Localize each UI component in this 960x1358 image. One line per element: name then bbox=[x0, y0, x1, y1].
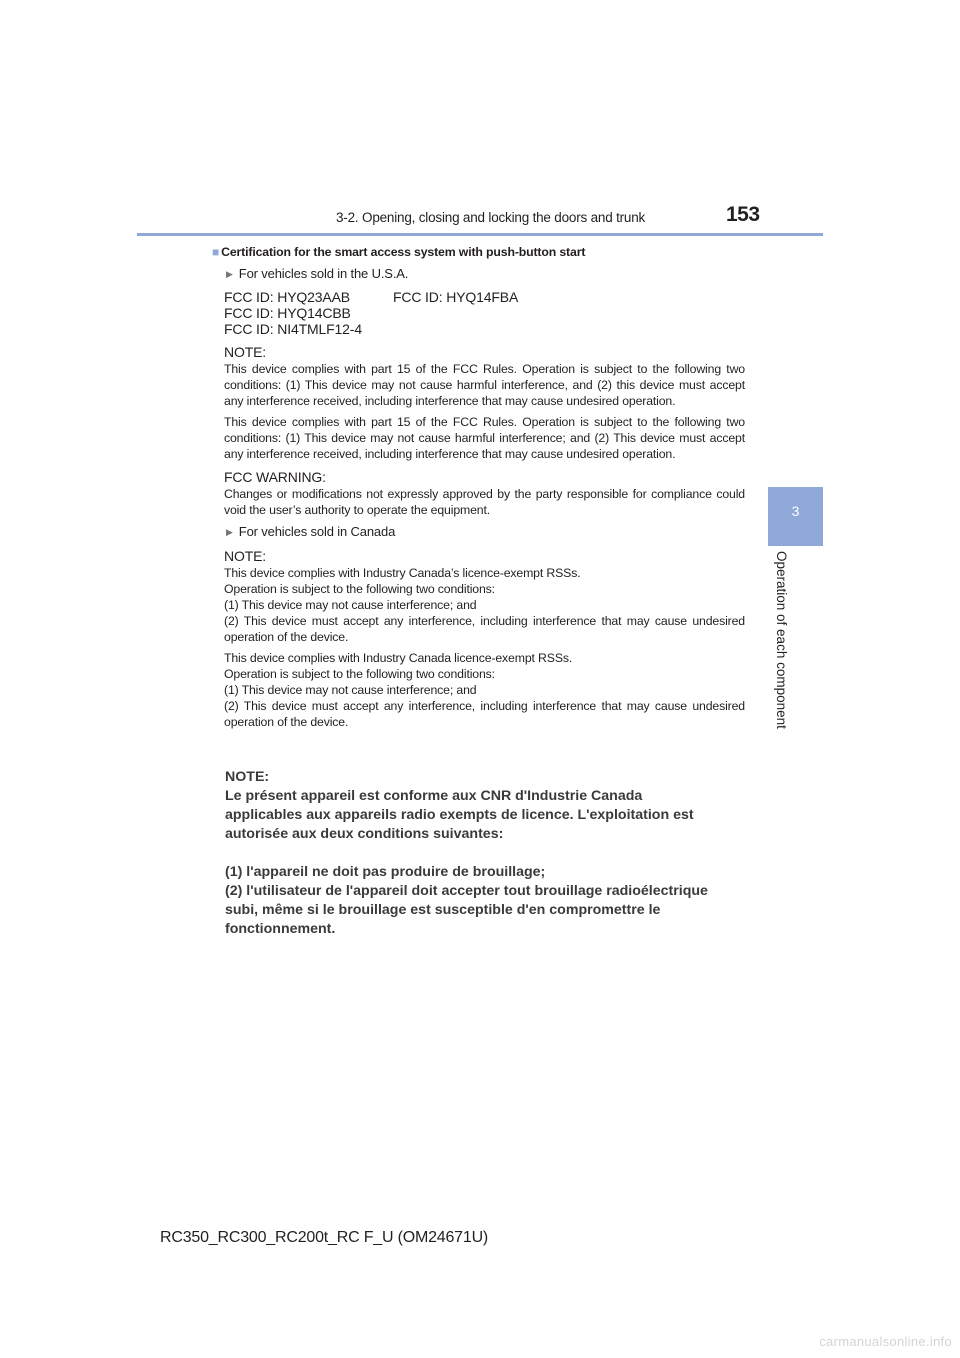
canada-note-line: (1) This device may not cause interference; and bbox=[224, 598, 477, 612]
usa-note-title: NOTE: bbox=[224, 344, 267, 360]
fcc-id-row bbox=[224, 289, 745, 305]
manual-code: RC350_RC300_RC200t_RC F_U (OM24671U) bbox=[160, 1229, 489, 1246]
french-note-line: applicables aux appareils radio exempts de licence. L'exploitation est bbox=[225, 807, 694, 823]
canada-note-line: (1) This device may not cause interference; and bbox=[224, 683, 477, 697]
section-heading-text: Certification for the smart access system with push-button start bbox=[221, 245, 586, 259]
section-header-title: 3-2. Opening, closing and locking the doors and trunk bbox=[336, 210, 646, 225]
french-note-spacer bbox=[225, 844, 745, 863]
french-note-line: autorisée aux deux conditions suivantes: bbox=[225, 826, 504, 842]
main-content bbox=[212, 244, 745, 730]
fcc-warning-title: FCC WARNING: bbox=[224, 469, 326, 485]
fcc-id-row bbox=[224, 305, 745, 321]
canada-subheading bbox=[226, 524, 745, 541]
canada-note-line: This device complies with Industry Canada’s licence-exempt RSSs. bbox=[224, 566, 581, 580]
watermark: carmanualsonline.info bbox=[819, 1334, 952, 1349]
canada-note-line: Operation is subject to the following two conditions: bbox=[224, 582, 495, 596]
french-note-line: (1) l'appareil ne doit pas produire de brouillage; bbox=[225, 864, 546, 880]
chapter-title-wrap bbox=[772, 551, 790, 747]
fcc-id: FCC ID: HYQ14FBA bbox=[393, 289, 519, 305]
page-number: 153 bbox=[726, 203, 760, 226]
chapter-title: Operation of each component bbox=[774, 551, 789, 729]
french-note-line: fonctionnement. bbox=[225, 921, 336, 937]
fcc-id: FCC ID: HYQ14CBB bbox=[224, 305, 351, 321]
usa-note-paragraph: This device complies with part 15 of the FCC Rules. Operation is subject to the following two conditions: (1) This device may not cause harmful interference, and (2) this device must accept any interference received, including interference that may cause undesired operation. bbox=[224, 362, 745, 408]
fcc-id-row bbox=[224, 321, 745, 337]
french-note-title: NOTE: bbox=[225, 769, 270, 785]
french-note-line: Le présent appareil est conforme aux CNR d'Industrie Canada bbox=[225, 788, 643, 804]
fcc-id-list bbox=[224, 289, 745, 337]
canada-note-line: This device complies with Industry Canada licence-exempt RSSs. bbox=[224, 651, 573, 665]
fcc-id: FCC ID: NI4TMLF12-4 bbox=[224, 321, 362, 337]
section-heading bbox=[212, 244, 745, 260]
french-note bbox=[225, 768, 745, 939]
french-note-line: subi, même si le brouillage est susceptible d'en compromettre le bbox=[225, 902, 661, 918]
canada-note-title: NOTE: bbox=[224, 548, 267, 564]
fcc-id: FCC ID: HYQ23AAB bbox=[224, 289, 350, 305]
fcc-warning-text: Changes or modifications not expressly approved by the party responsible for compliance could void the user’s authority to operate the equipment. bbox=[224, 487, 745, 517]
canada-subheading-text: For vehicles sold in Canada bbox=[238, 524, 396, 539]
triangle-arrow-icon: ▶ bbox=[226, 527, 233, 537]
canada-note-line: (2) This device must accept any interference, including interference that may cause undesired operation of the device. bbox=[224, 699, 745, 729]
header-divider bbox=[137, 233, 823, 236]
canada-note-block bbox=[224, 565, 745, 645]
square-bullet-icon: ■ bbox=[212, 245, 220, 259]
canada-note-block bbox=[224, 650, 745, 730]
usa-subheading bbox=[226, 266, 745, 283]
chapter-tab bbox=[768, 487, 823, 546]
chapter-number: 3 bbox=[791, 503, 800, 519]
usa-subheading-text: For vehicles sold in the U.S.A. bbox=[238, 266, 409, 281]
usa-note-paragraph: This device complies with part 15 of the FCC Rules. Operation is subject to the following two conditions: (1) This device may not cause harmful interference; and (2) This device must accept any interference received, including interference that may cause undesired operation. bbox=[224, 415, 745, 461]
french-note-line: (2) l'utilisateur de l'appareil doit accepter tout brouillage radioélectrique bbox=[225, 883, 708, 899]
canada-note-line: (2) This device must accept any interference, including interference that may cause undesired operation of the device. bbox=[224, 614, 745, 644]
canada-note-line: Operation is subject to the following two conditions: bbox=[224, 667, 495, 681]
triangle-arrow-icon: ▶ bbox=[226, 269, 233, 279]
